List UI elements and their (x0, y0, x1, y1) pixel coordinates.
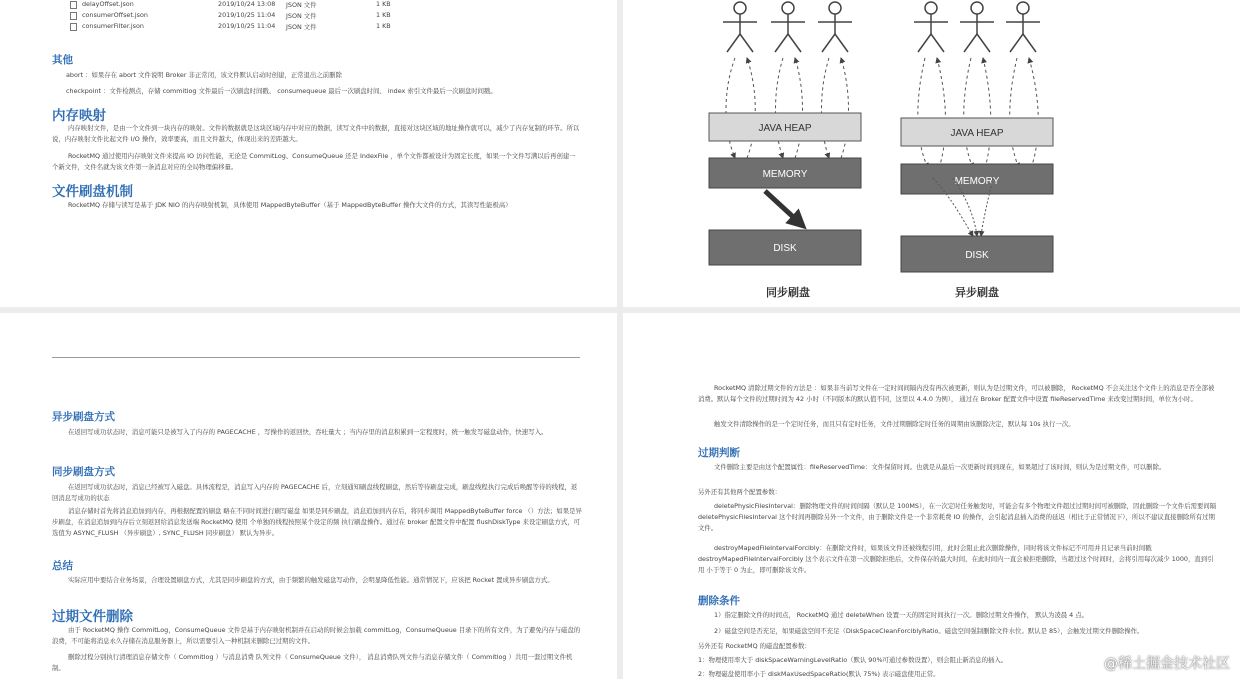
file-name: delayOffset.json (82, 0, 134, 8)
summary-paragraph: 实际应用中要结合业务场景，合理设置刷盘方式，尤其是同步刷盘的方式，由于频繁的触发磁盘写动作，会明显降低性能。通常情况下，应该把 Rocket 置成异步刷盘方式。 (68, 576, 554, 584)
condition-paragraph: 1：物理使用率大于 diskSpaceWarningLevelRatio（默认 90%可通过参数设置），则会阻止新消息的插入。 (698, 656, 1008, 664)
user-figure-icon (1006, 2, 1040, 52)
memory-label: MEMORY (954, 176, 1000, 187)
mmap-paragraph: 内存映射文件，是由一个文件到一块内存的映射。文件的数据就是这块区域内存中对应的数据，读写文件中的数据，直接对这块区域的地址操作就可以，减少了内存复制的环节。所以说，内存映射文件比起文件 I/O 操作，效率要高，而且文件越大，体现出来的差距越大。 (52, 124, 580, 144)
section-heading-flush: 文件刷盘机制 (52, 184, 133, 200)
java-heap-label: JAVA HEAP (950, 128, 1004, 139)
file-date: 2019/10/25 11:04 (218, 22, 276, 30)
user-figure-icon (818, 2, 852, 52)
checkpoint-text: checkpoint ：文件检测点，存储 commitlog 文件最后一次刷盘时间戳、 consumequeue 最后一次刷盘时间、 index 索引文件最后一次刷盘时间戳。 (66, 87, 497, 95)
judge-paragraph: 另外还有其他两个配置参数： (698, 488, 782, 496)
file-row (70, 0, 400, 11)
section-heading-summary: 总结 (52, 560, 73, 572)
judge-paragraph: deletePhysicFilesInterval：删除物理文件的时间间隔（默认是 100MS），在一次定时任务触发时，可能会有多个物理文件超过过期时间可被删除，因此删除一个文件后需要间隔 deletePhysicFilesInterval 这个时间再删除另外一个文件，由于删除文件是一个非常耗费 IO 的操作，会引起消息插入消费的延迟（相比于正常情况下），所以不建议直接删除所有过期文件。 (698, 502, 1217, 533)
file-date: 2019/10/24 13:08 (218, 0, 276, 8)
file-size: 1 KB (376, 0, 391, 8)
user-figure-icon (771, 2, 805, 52)
java-heap-label: JAVA HEAP (758, 123, 812, 134)
memory-label: MEMORY (762, 169, 808, 180)
file-icon (70, 12, 77, 20)
document-page-4 (623, 313, 1240, 679)
file-size: 1 KB (376, 11, 391, 19)
flush-arrow (765, 191, 803, 226)
file-name: consumerFilter.json (82, 22, 144, 30)
sync-paragraph: 在返回写成功状态时，消息已经被写入磁盘。具体流程是，消息写入内存的 PAGECACHE 后，立刻通知刷盘线程刷盘，然后等待刷盘完成，刷盘线程执行完成后唤醒等待的线程，返回消息写成功的状态 (52, 483, 578, 503)
document-page-3 (0, 313, 617, 679)
judge-paragraph: destroyMapedFileIntervalForcibly：在删除文件时，如果该文件还被线程引用，此时会阻止此次删除操作，同时将该文件标记不可用并且记录当前时间戳 destroyMapedFileIntervalForcibly 这个表示文件在第一次删除拒绝后，文件保存的最大时间，在此时间内一直会被拒绝删除，当超过这个时间时，会将引用每次减少 1000，直到引用 小于等于 0 为止，即可删除该文件。 (698, 544, 1214, 575)
disk-label: DISK (773, 243, 797, 254)
disk-label: DISK (965, 250, 989, 261)
file-name: consumerOffset.json (82, 11, 148, 19)
intro-paragraph: 触发文件清除操作的是一个定时任务，而且只有定时任务，文件过期删除定时任务的周期由该删除决定，默认每 10s 执行一次。 (714, 420, 1075, 428)
condition-paragraph: 2：物理磁盘使用率小于 diskMaxUsedSpaceRatio(默认 75%) 表示磁盘使用正常。 (698, 670, 940, 678)
file-size: 1 KB (376, 22, 391, 30)
file-icon (70, 23, 77, 31)
section-heading-sync: 同步刷盘方式 (52, 466, 115, 478)
section-heading-other: 其他 (52, 54, 73, 66)
section-heading-async: 异步刷盘方式 (52, 411, 115, 423)
section-heading-judge: 过期判断 (698, 447, 740, 459)
file-icon (70, 1, 77, 9)
expired-paragraph: 由于 RocketMQ 操作 CommitLog，ConsumeQueue 文件是基于内存映射机制并在启动的时候会加载 commitLog，ConsumeQueue 目录下的所有文件，为了避免内存与磁盘的浪费，不可能将消息永久存储在消息服务器上，所以需要引入一种机制来删除已过期的文件。 (52, 626, 581, 646)
flush-diagram (623, 0, 1240, 307)
intro-paragraph: RocketMQ 清除过期文件的方法是 ：如果非当前写文件在一定时间间隔内没有再次被更新，则认为是过期文件，可以被删除， RocketMQ 不会关注这个文件上的消息是否全部被消费。默认每个文件的过期时间为 42 小时（不同版本的默认值不同，这里以 4.4.0 为例）， 通过在 Broker 配置文件中设置 fileReservedTime 来改变过期时间，单位为小时。 (698, 384, 1215, 404)
user-figure-icon (960, 2, 994, 52)
section-heading-conditions: 删除条件 (698, 595, 740, 607)
user-figure-icon (914, 2, 948, 52)
user-figure-icon (723, 2, 757, 52)
judge-paragraph: 文件删除主要是由这个配置属性：fileReservedTime：文件保留时间。也就是从最后一次更新时间到现在，如果超过了该时间，则认为是过期文件，可以删除。 (714, 463, 1166, 471)
file-type: JSON 文件 (286, 12, 317, 20)
async-caption: 异步刷盘 (955, 286, 999, 299)
async-paragraph: 在返回写成功状态时，消息可能只是被写入了内存的 PAGECACHE ，写操作的返回快，吞吐量大 ；当内存里的消息积累到一定程度时，统一触发写磁盘动作，快速写入。 (68, 428, 548, 436)
document-page-2 (623, 0, 1240, 307)
page-divider (52, 357, 580, 358)
condition-paragraph: 另外还有 RocketMQ 的磁盘配置参数： (698, 642, 811, 650)
watermark: @稀土掘金技术社区 (1104, 656, 1230, 672)
file-type: JSON 文件 (286, 1, 317, 9)
document-page-1 (0, 0, 617, 307)
file-type: JSON 文件 (286, 23, 317, 31)
expired-paragraph: 删除过程分别执行清理消息存储文件（ Commitlog ）与消息消费 队列文件（ ConsumeQueue 文件）， 消息消费队列文件与消息存储文件（ Commitlog ）共用一套过期文件机制。 (52, 653, 573, 673)
file-row (70, 22, 400, 33)
sync-caption: 同步刷盘 (766, 286, 810, 299)
file-date: 2019/10/25 11:04 (218, 11, 276, 19)
mmap-paragraph: RocketMQ 通过使用内存映射文件来提高 IO 访问性能，无论是 CommitLog、ConsumeQueue 还是 IndexFile ，单个文件都被设计为固定长度，如果一个文件写满以后再创建一个新文件，文件名就为该文件第一条消息对应的全局物理偏移量。 (52, 152, 576, 172)
abort-text: abort ：如果存在 abort 文件说明 Broker 非正常闭，该文件默认启动时创建，正常退出之前删除 (66, 71, 342, 79)
sync-paragraph: 消息存储时首先将消息追加到内存，再根据配置的刷盘 略在不同时间进行刷写磁盘 如果是同步刷盘，消息追加到内存后，将同步调用 MappedByteBuffer force （）方法；如果是异步刷盘，在消息追加到内存后立刻返回给消息发送端 RocketMQ 使用 个单独的线程按照某个设定的频 执行刷盘操作。通过在 broker 配置文件中配置 flushDiskType 来设定刷盘方式，可选值为 ASYNC_FLUSH （异步刷盘）, SYNC_FLUSH 同步刷盘） 默认为异步。 (52, 507, 582, 538)
condition-paragraph: 1）指定删除文件的时间点， RocketMQ 通过 deleteWhen 设置一天的固定时间执行一次。删除过期文件操作， 默认为凌晨 4 点。 (714, 611, 1089, 619)
condition-paragraph: 2）磁盘空间是否充足，如果磁盘空间不充足（DiskSpaceCleanForciblyRatio。磁盘空间强制删除文件水位。默认是 85），会触发过期文件删除操作。 (714, 627, 1144, 635)
section-heading-mmap: 内存映射 (52, 108, 106, 124)
flush-paragraph: RocketMQ 存储与读写是基于 JDK NIO 的内存映射机制，具体使用 MappedByteBuffer（基于 MappedByteBuffer 操作大文件的方式，其读写性能极高） (68, 201, 512, 209)
file-row (70, 11, 400, 22)
section-heading-expired: 过期文件删除 (52, 609, 133, 625)
